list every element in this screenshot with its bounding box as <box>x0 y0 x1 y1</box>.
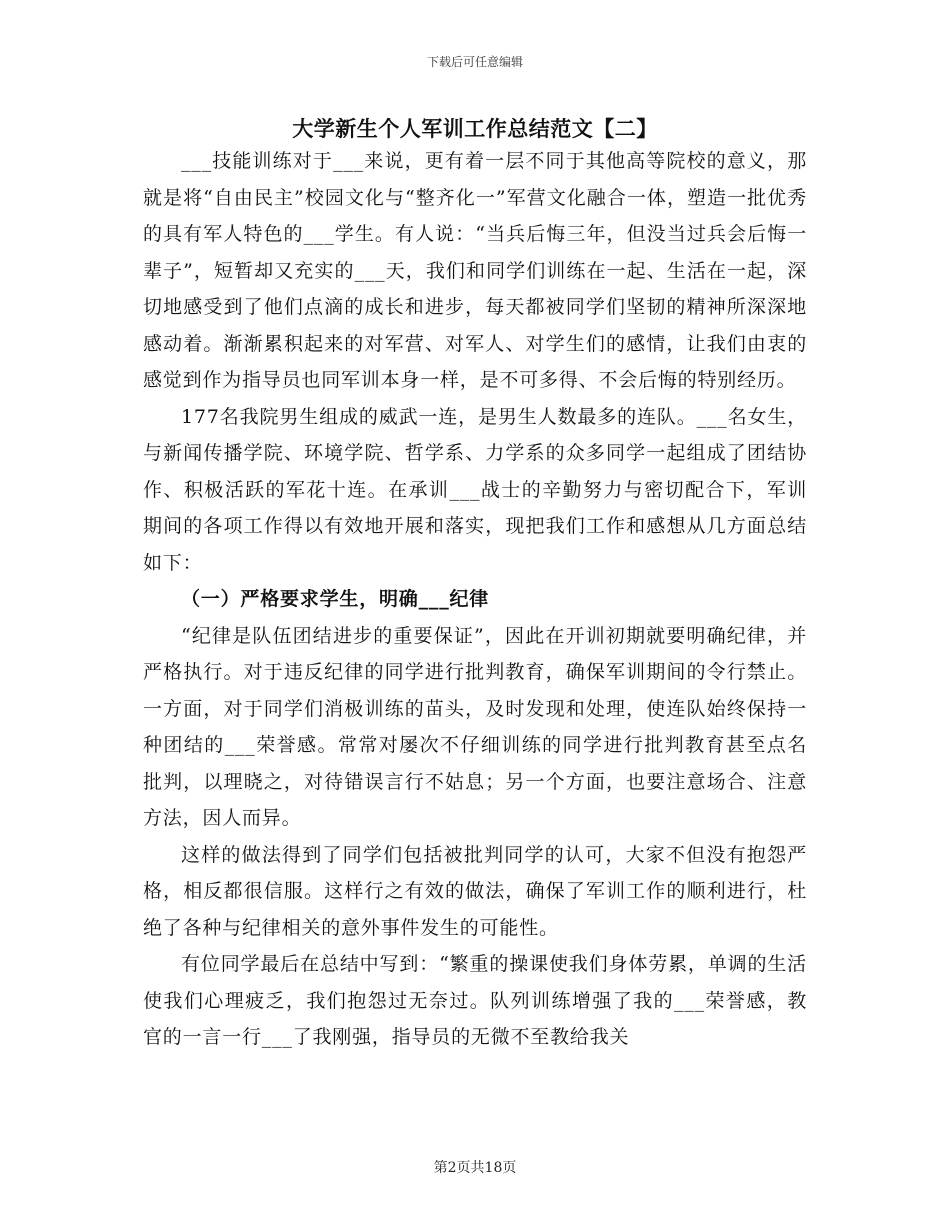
page-number: 第2页共18页 <box>433 1160 517 1176</box>
paragraph: 177名我院男生组成的威武一连，是男生人数最多的连队。___名女生，与新闻传播学院、环境学院、哲学系、力学系的众多同学一起组成了团结协作、积极活跃的军花十连。在承训___战士的辛勤努力与密切配合下，军训期间的各项工作得以有效地开展和落实，现把我们工作和感想从几方面总结如下： <box>143 405 807 574</box>
paragraph: 有位同学最后在总结中写到：“繁重的操课使我们身体劳累，单调的生活使我们心理疲乏，我们抱怨过无奈过。队列训练增强了我的___荣誉感，教官的一言一行___了我刚强，指导员的无微不至教给我关 <box>143 953 807 1048</box>
paragraph: ___技能训练对于___来说，更有着一层不同于其他高等院校的意义，那就是将“自由民主”校园文化与“整齐化一”军营文化融合一体，塑造一批优秀的具有军人特色的___学生。有人说：“当兵后悔三年，但没当过兵会后悔一辈子”，短暂却又充实的___天，我们和同学们训练在一起、生活在一起，深切地感受到了他们点滴的成长和进步，每天都被同学们坚韧的精神所深深地感动着。渐渐累积起来的对军营、对军人、对学生们的感情，让我们由衷的感觉到作为指导员也同军训本身一样，是不可多得、不会后悔的特别经历。 <box>143 150 807 391</box>
document-body <box>143 143 807 1056</box>
paragraph: 这样的做法得到了同学们包括被批判同学的认可，大家不但没有抱怨严格，相反都很信服。这样行之有效的做法，确保了军训工作的顺利进行，杜绝了各种与纪律相关的意外事件发生的可能性。 <box>143 843 807 939</box>
document-title: 大学新生个人军训工作总结范文【二】 <box>292 116 658 141</box>
paragraph: “纪律是队伍团结进步的重要保证”，因此在开训初期就要明确纪律，并严格执行。对于违反纪律的同学进行批判教育，确保军训期间的令行禁止。一方面，对于同学们消极训练的苗头，及时发现和处理，使连队始终保持一种团结的___荣誉感。常常对屡次不仔细训练的同学进行批判教育甚至点名批判，以理晓之，对待错误言行不姑息；另一个方面，也要注意场合、注意方法，因人而异。 <box>143 624 807 829</box>
header-note: 下载后可任意编辑 <box>426 55 523 69</box>
section-heading: （一）严格要求学生，明确___纪律 <box>181 588 490 610</box>
